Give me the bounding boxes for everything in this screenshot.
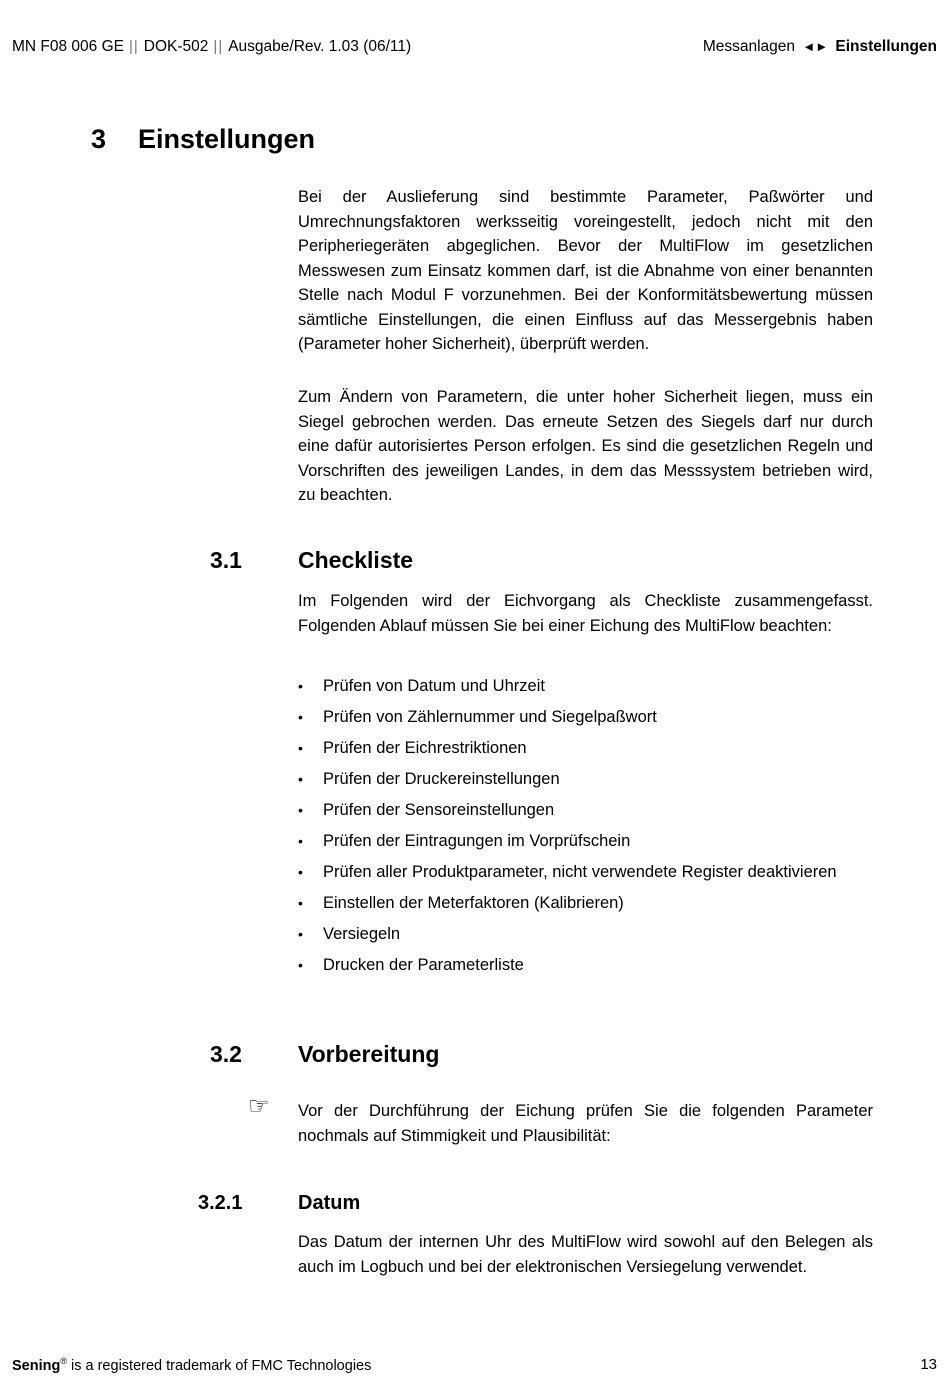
separator: || <box>129 38 139 55</box>
footer-trademark <box>12 1356 371 1374</box>
trademark-text: is a registered trademark of FMC Technologies <box>66 1357 372 1374</box>
list-item: • Prüfen von Datum und Uhrzeit <box>298 674 873 699</box>
chapter-title: Einstellungen <box>138 124 316 154</box>
doc-revision: Ausgabe/Rev. 1.03 (06/11) <box>228 38 412 55</box>
list-item: • Prüfen der Eichrestriktionen <box>298 736 873 761</box>
list-item: • Prüfen der Druckereinstellungen <box>298 767 873 792</box>
datum-paragraph: Das Datum der internen Uhr des MultiFlow wird sowohl auf den Belegen als auch im Logbuch und bei der elektronischen Versiegelung verwendet. <box>298 1233 873 1276</box>
list-item: • Prüfen der Sensoreinstellungen <box>298 798 873 823</box>
pointing-hand-icon: ☞ <box>248 1092 270 1120</box>
list-item: • Prüfen von Zählernummer und Siegelpaßwort <box>298 705 873 730</box>
doc-code: DOK-502 <box>143 38 209 55</box>
breadcrumb-current: Einstellungen <box>835 38 937 55</box>
subsection-heading-datum <box>198 1192 361 1215</box>
subsection-number: 3.2.1 <box>198 1192 243 1214</box>
header-doc-info <box>12 38 411 56</box>
page-number: 13 <box>920 1356 937 1373</box>
header-breadcrumb <box>703 38 937 56</box>
vorbereitung-note: Vor der Durchführung der Eichung prüfen Sie die folgenden Parameter nochmals auf Stimmigkeit und Plausibilität: <box>298 1102 873 1145</box>
subsection-title: Datum <box>298 1192 361 1214</box>
section-number: 3.2 <box>210 1041 242 1067</box>
chapter-paragraph-1: Bei der Auslieferung sind bestimmte Parameter, Paßwörter und Umrechnungsfaktoren werksseitig voreingestellt, jedoch nicht mit den Peripheriegeräten abgeglichen. Bevor der MultiFlow im gesetzlichen Messwesen zum Einsatz kommen darf, ist die Abnahme von einer benannten Stelle nach Modul F vorzunehmen. Bei der Konformitätsbewertung müssen sämtliche Einstellungen, die einen Einfluss auf das Messergebnis haben (Parameter hoher Sicherheit), überprüft werden. <box>298 188 873 353</box>
section-heading-checkliste <box>210 547 414 574</box>
list-item: • Prüfen aller Produktparameter, nicht verwendete Register deaktivieren <box>298 860 873 885</box>
section-heading-vorbereitung <box>210 1041 440 1068</box>
chapter-number: 3 <box>91 124 107 154</box>
checkliste-intro: Im Folgenden wird der Eichvorgang als Checkliste zusammengefasst. Folgenden Ablauf müssen Sie bei einer Eichung des MultiFlow beachten: <box>298 592 873 635</box>
section-number: 3.1 <box>210 547 242 573</box>
doc-id: MN F08 006 GE <box>12 38 124 55</box>
chapter-paragraph-2: Zum Ändern von Parametern, die unter hoher Sicherheit liegen, muss ein Siegel gebrochen werden. Das erneute Setzen des Siegels darf nur durch eine dafür autorisiertes Person erfolgen. Es sind die gesetzlichen Regeln und Vorschriften des jeweiligen Landes, in dem das Messsystem betrieben wird, zu beachten. <box>298 388 873 504</box>
section-title: Vorbereitung <box>298 1041 440 1067</box>
section-title: Checkliste <box>298 547 414 573</box>
checkliste-list <box>298 674 873 984</box>
chapter-heading <box>91 124 315 155</box>
breadcrumb-arrows-icon: ◄► <box>802 39 829 54</box>
list-item: • Einstellen der Meterfaktoren (Kalibrieren) <box>298 891 873 916</box>
separator: || <box>213 38 224 55</box>
breadcrumb-section: Messanlagen <box>702 38 796 55</box>
registered-mark: ® <box>60 1356 67 1366</box>
brand-name: Sening <box>12 1357 61 1374</box>
list-item: • Prüfen der Eintragungen im Vorprüfschein <box>298 829 873 854</box>
list-item: • Drucken der Parameterliste <box>298 953 873 978</box>
list-item: • Versiegeln <box>298 922 873 947</box>
